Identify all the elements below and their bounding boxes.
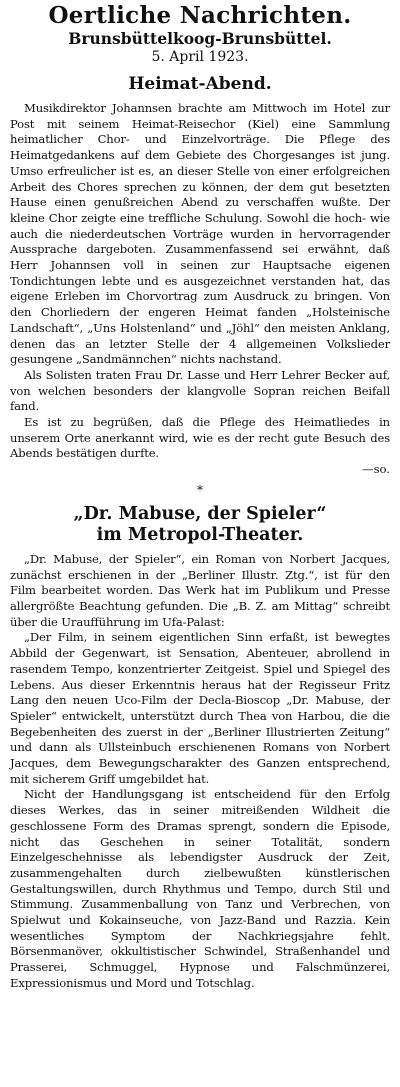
article-2-paragraph: „Der Film, in seinem eigentlichen Sinn erfaßt, ist bewegtes Abbild der Gegenwart, ist Sensation, Abenteuer, abrollend in rasendem Tempo, konzentrierter Zeitgeist. Spiel und Spiegel des Lebens. Aus dieser Erkenntnis heraus hat der Regisseur Fritz Lang den neuen Uco-Film der Decla-Bioscop „Dr. Mabuse, der Spieler“ entwickelt, unterstützt durch Thea von Harbou, die die Begebenheiten des zuerst in der „Berliner Illustrierten Zeitung“ und dann als Ullsteinbuch erschienenen Romans von Norbert Jacques, dem Bewegungscharakter des Ganzen entsprechend, mit sicherem Griff umgebildet hat. xyxy=(10,630,390,786)
article-1-signature: —so. xyxy=(361,462,390,477)
article-1-paragraph: Es ist zu begrüßen, daß die Pflege des Heimatliedes in unserem Orte anerkannt wird, wie es der recht gute Besuch des Abends bestätigen durfte. xyxy=(10,415,390,461)
article-2-body xyxy=(10,552,390,992)
article-1-paragraph: Musikdirektor Johannsen brachte am Mittwoch im Hotel zur Post mit seinem Heimat-Reisechor (Kiel) eine Sammlung heimatlicher Chor- und Einzelvorträge. Die Pflege des Heimatgedankens auf dem Gebiete des Chorgesanges ist jung. Umso erfreulicher ist es, an dieser Stelle von einer erfolgreichen Arbeit des Chores sprechen zu können, der dem gut besetzten Hause einen genußreichen Abend zu verschaffen wußte. Der kleine Chor zeigte eine treffliche Schulung. Sowohl die hoch- wie auch die niederdeutschen Vorträge wurden in hervorragender Aussprache dargeboten. Zusammenfassend sei erwähnt, daß Herr Johannsen voll in seinen zur Hauptsache eigenen Tondichtungen lebte und es ausgezeichnet verstanden hat, das eigene Erleben im Chorvortrag zum Ausdruck zu bringen. Von den Chorliedern der engeren Heimat fanden „Holsteinische Landschaft“, „Uns Holstenland“ und „Jöhl“ den meisten Anklang, denen das an letzter Stelle der 4 allgemeinen Volkslieder gesungene „Sandmännchen“ nichts nachstand. xyxy=(10,101,390,367)
article-2-title xyxy=(10,504,390,546)
section-separator: * xyxy=(197,482,203,497)
section-subtitle: Brunsbüttelkoog-Brunsbüttel. xyxy=(68,29,332,48)
article-2-title-line-1: „Dr. Mabuse, der Spieler“ xyxy=(73,503,327,524)
section-title: Oertliche Nachrichten. xyxy=(48,2,352,29)
article-2-paragraph: „Dr. Mabuse, der Spieler“, ein Roman von Norbert Jacques, zunächst erschienen in der „Berliner Illustr. Ztg.“, ist für den Film bearbeitet worden. Das Werk hat im Publikum und Presse allergrößte Beachtung gefunden. Die „B. Z. am Mittag“ schreibt über die Uraufführung im Ufa-Palast: xyxy=(10,551,390,629)
article-2-title-line-2: im Metropol-Theater. xyxy=(96,524,304,545)
article-2-paragraph: Nicht der Handlungsgang ist entscheidend für den Erfolg dieses Werkes, das in seiner mitreißenden Wildheit die geschlossene Form des Dramas sprengt, sondern die Episode, nicht das Geschehen in seiner Totalität, sondern Einzelgeschehnisse als lebendigster Ausdruck der Zeit, zusammengehalten durch zielbewußten künstlerischen Gestaltungswillen, durch Rhythmus und Tempo, durch Stil und Stimmung. Zusammenballung von Tanz und Verbrechen, von Spielwut und Kokainseuche, von Jazz-Band und Razzia. Kein wesentliches Symptom der Nachkriegsjahre fehlt. Börsenmanöver, okkultistischer Schwindel, Straßenhandel und Prasserei, Schmuggel, Hypnose und Falschmünzerei, Expressionismus und Mord und Totschlag. xyxy=(10,787,390,990)
article-1-title: Heimat-Abend. xyxy=(128,74,272,94)
article-1-body xyxy=(10,101,390,478)
article-1-paragraph: Als Solisten traten Frau Dr. Lasse und Herr Lehrer Becker auf, von welchen besonders der klangvolle Sopran reichen Beifall fand. xyxy=(10,367,390,414)
section-date: 5. April 1923. xyxy=(151,49,249,65)
